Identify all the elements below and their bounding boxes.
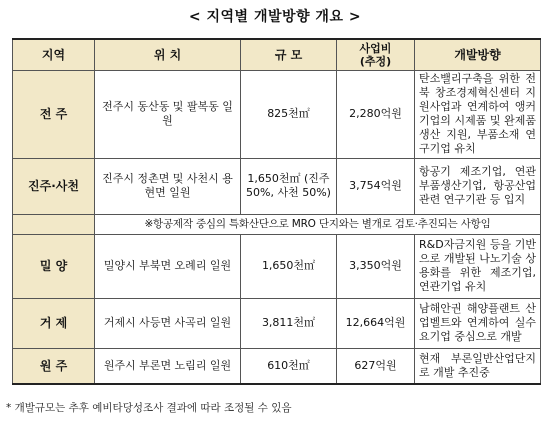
scale-cell: 825천㎡	[241, 70, 337, 158]
development-overview-table	[12, 38, 541, 385]
scale-cell: 1,650천㎡ (진주 50%, 사천 50%)	[241, 158, 337, 214]
header-location: 위 치	[95, 39, 241, 70]
cost-cell: 627억원	[337, 348, 415, 384]
header-cost-line2: (추정)	[359, 54, 392, 68]
scale-cell: 610천㎡	[241, 348, 337, 384]
location-cell: 원주시 부론면 노림리 일원	[95, 348, 241, 384]
plan-cell: 항공기 제조기업, 연관 부품생산기업, 항공산업 관련 연구기관 등 입지	[415, 158, 541, 214]
location-cell: 진주시 정촌면 및 사천시 용현면 일원	[95, 158, 241, 214]
region-cell-empty	[13, 214, 95, 234]
header-cost-line1: 사업비	[359, 41, 392, 55]
cost-cell: 3,350억원	[337, 234, 415, 298]
region-cell: 밀 양	[13, 234, 95, 298]
cost-cell: 2,280억원	[337, 70, 415, 158]
table-title: < 지역별 개발방향 개요 >	[188, 9, 362, 25]
table-row	[13, 158, 541, 214]
plan-cell: 탄소밸리구축을 위한 전북 창조경제혁신센터 지원사업과 연계하여 앵커기업의 시제품 및 완제품 생산 지원, 부품소재 연구기업 유치	[415, 70, 541, 158]
region-cell: 원 주	[13, 348, 95, 384]
cost-cell: 3,754억원	[337, 158, 415, 214]
plan-cell: R&D자금지원 등을 기반으로 개발된 나노기술 상용화를 위한 제조기업, 연관기업 유치	[415, 234, 541, 298]
location-cell: 밀양시 부북면 오례리 일원	[95, 234, 241, 298]
scale-cell: 1,650천㎡	[241, 234, 337, 298]
plan-cell: 남해안권 해양플랜트 산업벨트와 연계하여 실수요기업 중심으로 개발	[415, 298, 541, 348]
plan-cell: 현재 부론일반산업단지로 개발 추진중	[415, 348, 541, 384]
header-row	[13, 39, 541, 70]
table-row	[13, 348, 541, 384]
header-plan: 개발방향	[415, 39, 541, 70]
location-cell: 전주시 동산동 및 팔복동 일원	[95, 70, 241, 158]
table-row	[13, 234, 541, 298]
note-cell: ※항공제작 중심의 특화산단으로 MRO 단지와는 별개로 검토·추진되는 사항임	[95, 214, 541, 234]
region-cell: 전 주	[13, 70, 95, 158]
location-cell: 거제시 사등면 사곡리 일원	[95, 298, 241, 348]
region-cell: 거 제	[13, 298, 95, 348]
header-scale: 규 모	[241, 39, 337, 70]
footnote: * 개발규모는 추후 예비타당성조사 결과에 따라 조정될 수 있음	[6, 402, 292, 414]
cost-cell: 12,664억원	[337, 298, 415, 348]
region-cell: 진주·사천	[13, 158, 95, 214]
header-region: 지역	[13, 39, 95, 70]
header-cost	[337, 39, 415, 70]
table-row	[13, 298, 541, 348]
table-row	[13, 70, 541, 158]
scale-cell: 3,811천㎡	[241, 298, 337, 348]
note-row	[13, 214, 541, 234]
